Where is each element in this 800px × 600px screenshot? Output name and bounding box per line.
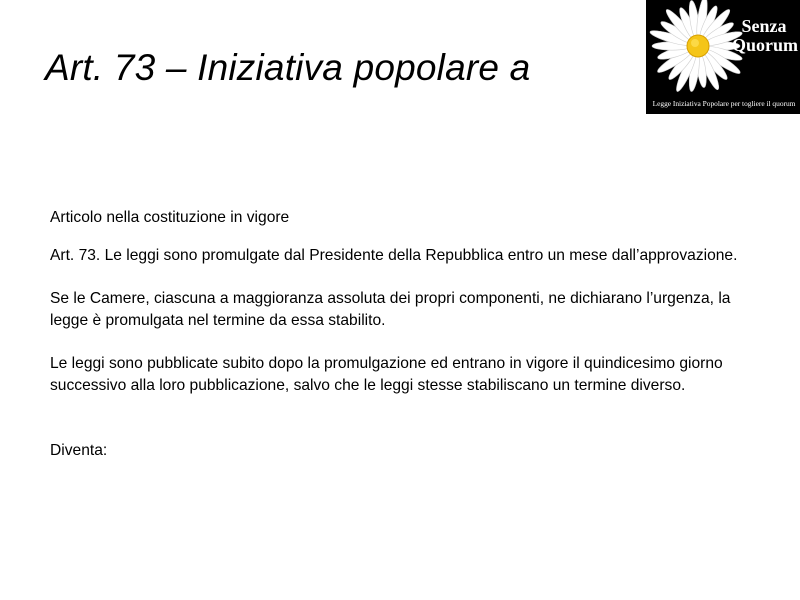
logo-caption: Legge Iniziativa Popolare per togliere il quorum bbox=[652, 99, 796, 108]
slide-title: Art. 73 – Iniziativa popolare a bbox=[45, 47, 531, 88]
logo-word-senza: Senza bbox=[741, 16, 787, 36]
logo-word-quorum: Quorum bbox=[731, 35, 798, 55]
body-paragraph-publication: Le leggi sono pubblicate subito dopo la promulgazione ed entrano in vigore il quindicesimo giorno successivo alla loro pubblicazione, salvo che le leggi stesse stabiliscano un termine diverso. bbox=[50, 355, 723, 394]
body-paragraph-urgency: Se le Camere, ciascuna a maggioranza assoluta dei propri componenti, ne dichiarano l’urgenza, la legge è promulgata nel termine da essa stabilito. bbox=[50, 290, 731, 329]
body-paragraph-intro: Articolo nella costituzione in vigore bbox=[50, 209, 290, 226]
slide-body bbox=[50, 207, 770, 462]
body-paragraph-becomes: Diventa: bbox=[50, 442, 108, 459]
senza-quorum-logo bbox=[646, 0, 800, 114]
body-paragraph-article: Art. 73. Le leggi sono promulgate dal Presidente della Repubblica entro un mese dall’approvazione. bbox=[50, 247, 738, 264]
